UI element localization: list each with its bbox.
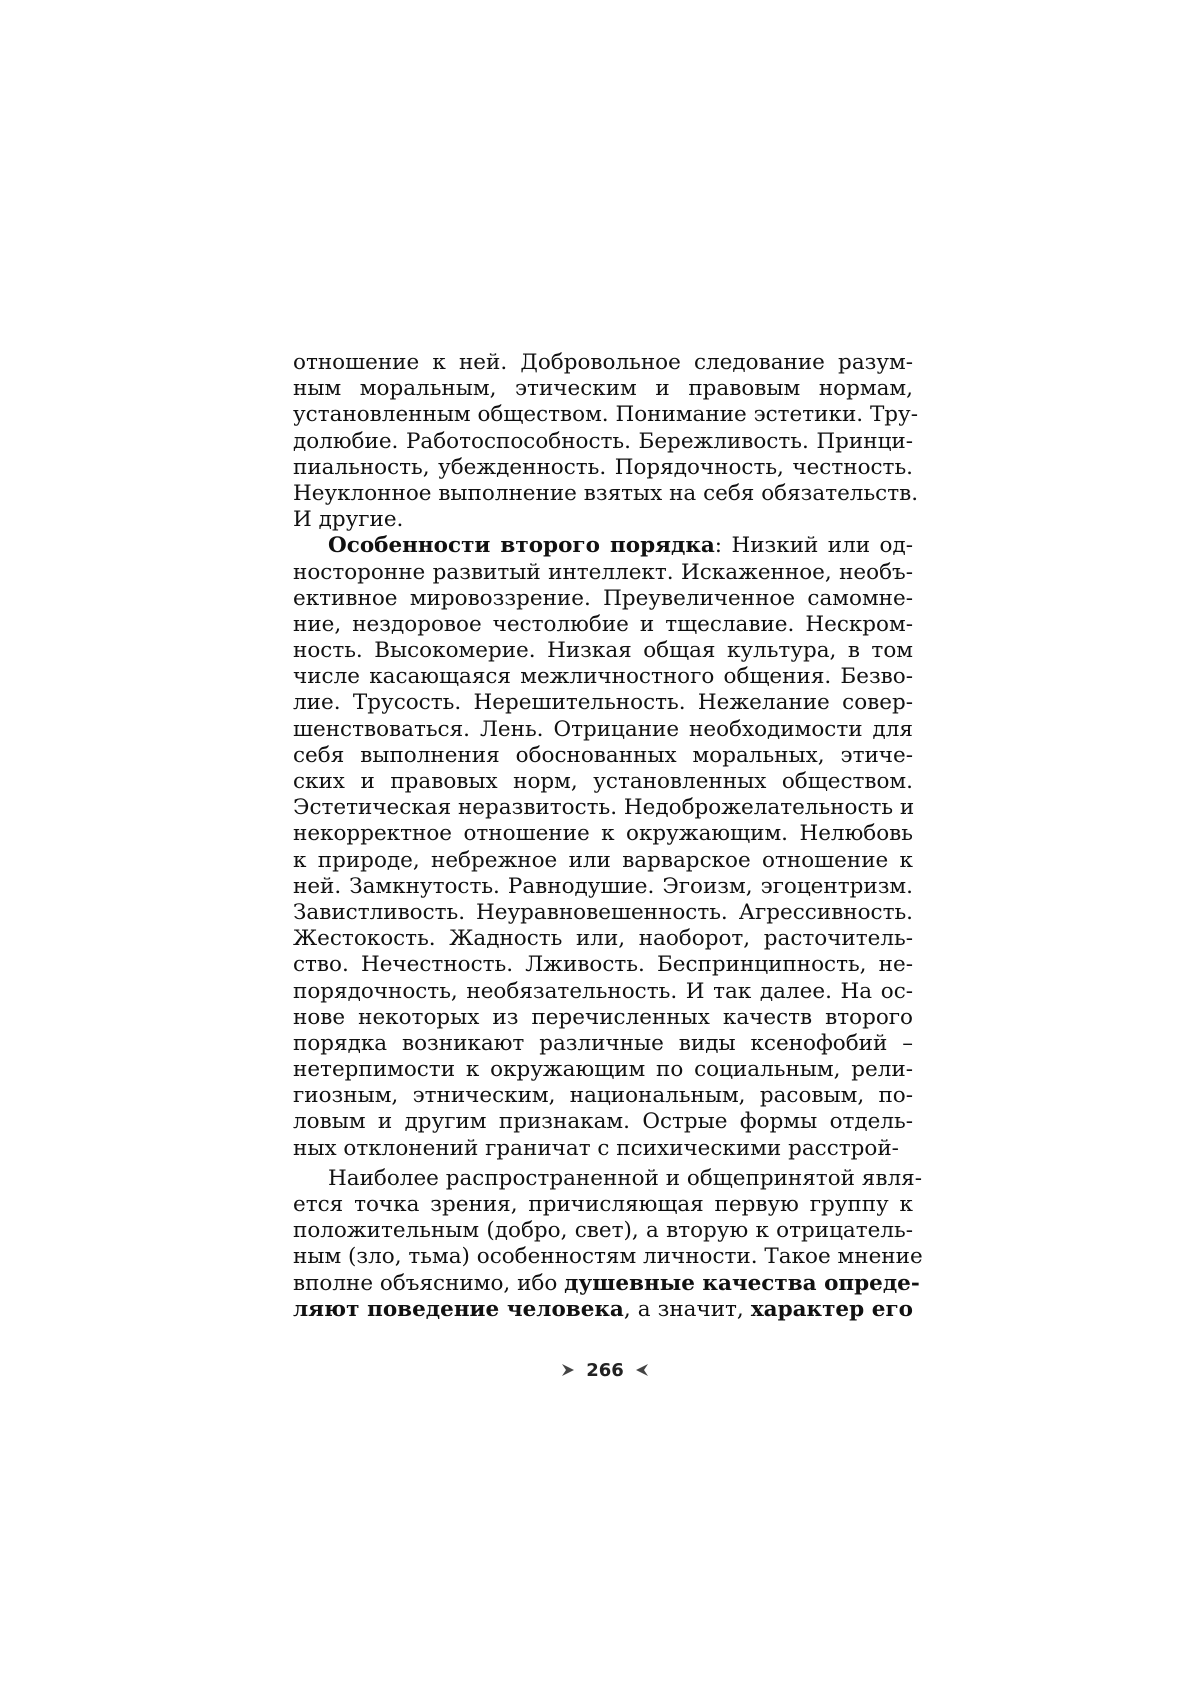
text-line: ным моральным, этическим и правовым нормам, <box>293 376 913 402</box>
text-line <box>293 1297 913 1323</box>
text-line: нове некоторых из перечисленных качеств второго <box>293 1004 913 1030</box>
text-line: носторонне развитый интеллект. Искаженное, необъ- <box>293 559 913 585</box>
chevron-right-icon <box>560 1362 576 1378</box>
page-footer <box>555 1356 655 1384</box>
text-line: долюбие. Работоспособность. Бережливость. Принци- <box>293 428 913 454</box>
text-span: , а значит, <box>623 1296 751 1322</box>
text-line: порядочность, необязательность. И так далее. На ос- <box>293 978 913 1004</box>
text-line: числе касающаяся межличностного общения. Безво- <box>293 664 913 690</box>
text-line: ских и правовых норм, установленных обществом. <box>293 769 913 794</box>
text-line: ловым и другим признакам. Острые формы отдель- <box>293 1109 913 1135</box>
text-line: себя выполнения обоснованных моральных, этиче- <box>293 742 913 768</box>
page-number: 266 <box>586 1359 624 1381</box>
text-line: ние, нездоровое честолюбие и тщеславие. Нескром- <box>293 611 913 637</box>
bold-text: характер его <box>750 1296 913 1322</box>
bold-text: душевные качества опреде- <box>564 1270 920 1296</box>
text-line: шенствоваться. Лень. Отрицание необходимости для <box>293 716 913 742</box>
text-line: гиозным, этническим, национальным, расовым, по- <box>293 1083 913 1109</box>
text-line: лие. Трусость. Нерешительность. Нежелание совер- <box>293 690 913 716</box>
text-line: Неуклонное выполнение взятых на себя обязательств. <box>293 480 919 506</box>
paragraph-1 <box>293 350 919 533</box>
text-span: вполне объяснимо, ибо <box>293 1270 565 1296</box>
chevron-left-icon <box>634 1362 650 1378</box>
text-line: ных отклонений граничат с психическими расстрой- <box>293 1135 899 1161</box>
text-line: некорректное отношение к окружающим. Нелюбовь <box>293 821 913 847</box>
text-line: ней. Замкнутость. Равнодушие. Эгоизм, эгоцентризм. <box>293 873 913 899</box>
text-line: пиальность, убежденность. Порядочность, честность. <box>293 454 913 480</box>
text-span: : Низкий или од- <box>714 533 914 559</box>
paragraph-2 <box>293 533 913 1162</box>
bold-text: ляют поведение человека <box>293 1296 624 1322</box>
text-line: Наиболее распространенной и общепринятой явля- <box>328 1165 922 1191</box>
text-line: положительным (добро, свет), а вторую к отрицатель- <box>293 1218 913 1244</box>
text-line: ным (зло, тьма) особенностям личности. Такое мнение <box>293 1244 923 1270</box>
text-line: к природе, небрежное или варварское отношение к <box>293 847 913 873</box>
text-line: Завистливость. Неуравновешенность. Агрессивность. <box>293 899 913 925</box>
text-line: Эстетическая неразвитость. Недоброжелательность и <box>293 795 915 821</box>
page-text <box>293 350 923 1323</box>
text-line: ность. Высокомерие. Низкая общая культура, в том <box>293 638 913 664</box>
text-line: установленным обществом. Понимание эстетики. Тру- <box>293 402 918 428</box>
text-line <box>293 533 913 559</box>
bold-heading: Особенности второго порядка <box>328 533 715 559</box>
text-line: нетерпимости к окружающим по социальным, рели- <box>293 1057 913 1083</box>
text-line: ство. Нечестность. Лживость. Беспринципность, не- <box>293 952 913 978</box>
text-line <box>293 1270 920 1297</box>
text-line: отношение к ней. Добровольное следование разум- <box>293 350 913 375</box>
paragraph-3 <box>293 1165 923 1323</box>
text-line: ективное мировоззрение. Преувеличенное самомне- <box>293 585 913 611</box>
text-line: порядка возникают различные виды ксенофобий – <box>293 1030 913 1056</box>
text-line: Жестокость. Жадность или, наоборот, расточитель- <box>293 926 913 952</box>
text-line: ется точка зрения, причисляющая первую группу к <box>293 1192 913 1217</box>
text-line: И другие. <box>293 507 404 533</box>
